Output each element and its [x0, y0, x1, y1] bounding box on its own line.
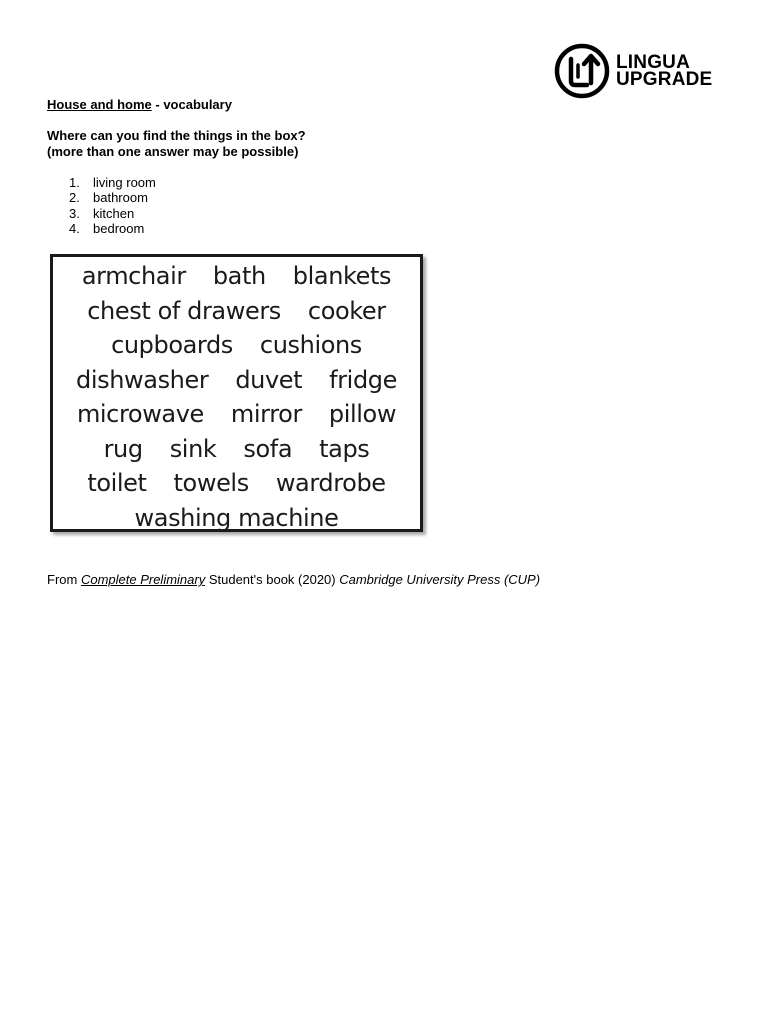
- lingua-upgrade-logo: [554, 43, 734, 99]
- vocab-word: toilet: [87, 469, 147, 497]
- logo-line-1: LINGUA: [616, 52, 691, 73]
- vocab-word: towels: [173, 469, 249, 497]
- vocab-word: rug: [103, 434, 143, 463]
- list-item-label: living room: [93, 175, 156, 190]
- vocabulary-word-box: [50, 254, 423, 532]
- question-line-2: (more than one answer may be possible): [47, 144, 299, 159]
- vocab-word: dishwasher: [76, 365, 209, 394]
- list-item: [66, 175, 156, 190]
- list-item-label: kitchen: [93, 205, 135, 221]
- list-item-label: bedroom: [93, 220, 145, 236]
- source-publisher: Cambridge University Press (CUP): [339, 572, 541, 587]
- word-row: [53, 363, 420, 398]
- word-row: [53, 294, 420, 329]
- word-row: [53, 259, 420, 294]
- list-item-number: 1.: [69, 175, 80, 190]
- vocab-word: chest of drawers: [87, 296, 281, 325]
- vocab-word: armchair: [81, 262, 186, 290]
- vocab-word: fridge: [329, 365, 397, 394]
- word-row: [53, 397, 420, 432]
- vocab-word: duvet: [235, 365, 303, 394]
- lu-up-arrow-circle-icon: [554, 43, 610, 99]
- vocab-word: microwave: [76, 400, 204, 428]
- list-item: [66, 221, 156, 236]
- source-prefix: From: [47, 572, 81, 587]
- list-item-number: 2.: [69, 190, 80, 206]
- list-item: [66, 206, 156, 221]
- vocab-word: sink: [169, 434, 217, 463]
- source-citation: [47, 572, 540, 588]
- logo-wordmark: [616, 54, 712, 88]
- question-line-1: Where can you find the things in the box?: [47, 128, 306, 143]
- word-row: [53, 328, 420, 363]
- vocab-word: pillow: [328, 400, 397, 428]
- source-book-title: Complete Preliminary: [80, 572, 206, 587]
- vocab-word: mirror: [230, 400, 302, 428]
- vocab-word: washing machine: [134, 503, 339, 532]
- question-instructions: [47, 128, 306, 160]
- source-middle: Student's book (2020): [205, 572, 340, 587]
- word-row: [53, 466, 420, 501]
- logo-line-2: UPGRADE: [616, 69, 713, 90]
- title-topic: House and home: [47, 97, 152, 112]
- vocab-word: sofa: [243, 434, 293, 463]
- vocab-word: bath: [212, 262, 266, 290]
- vocab-word: wardrobe: [275, 469, 386, 497]
- list-item-number: 3.: [69, 205, 80, 221]
- vocab-word: cooker: [307, 296, 386, 325]
- vocab-word: blankets: [292, 262, 392, 290]
- title-separator: -: [151, 97, 164, 112]
- worksheet-title: [47, 97, 232, 113]
- title-subtitle: vocabulary: [163, 97, 232, 112]
- room-options-list: [66, 175, 156, 236]
- list-item-number: 4.: [69, 220, 80, 236]
- list-item: [66, 190, 156, 205]
- vocab-word: cushions: [259, 331, 362, 359]
- word-row: [53, 432, 420, 467]
- vocab-word: cupboards: [111, 331, 233, 359]
- list-item-label: bathroom: [93, 190, 148, 206]
- word-row: [53, 501, 420, 536]
- vocab-word: taps: [319, 434, 370, 463]
